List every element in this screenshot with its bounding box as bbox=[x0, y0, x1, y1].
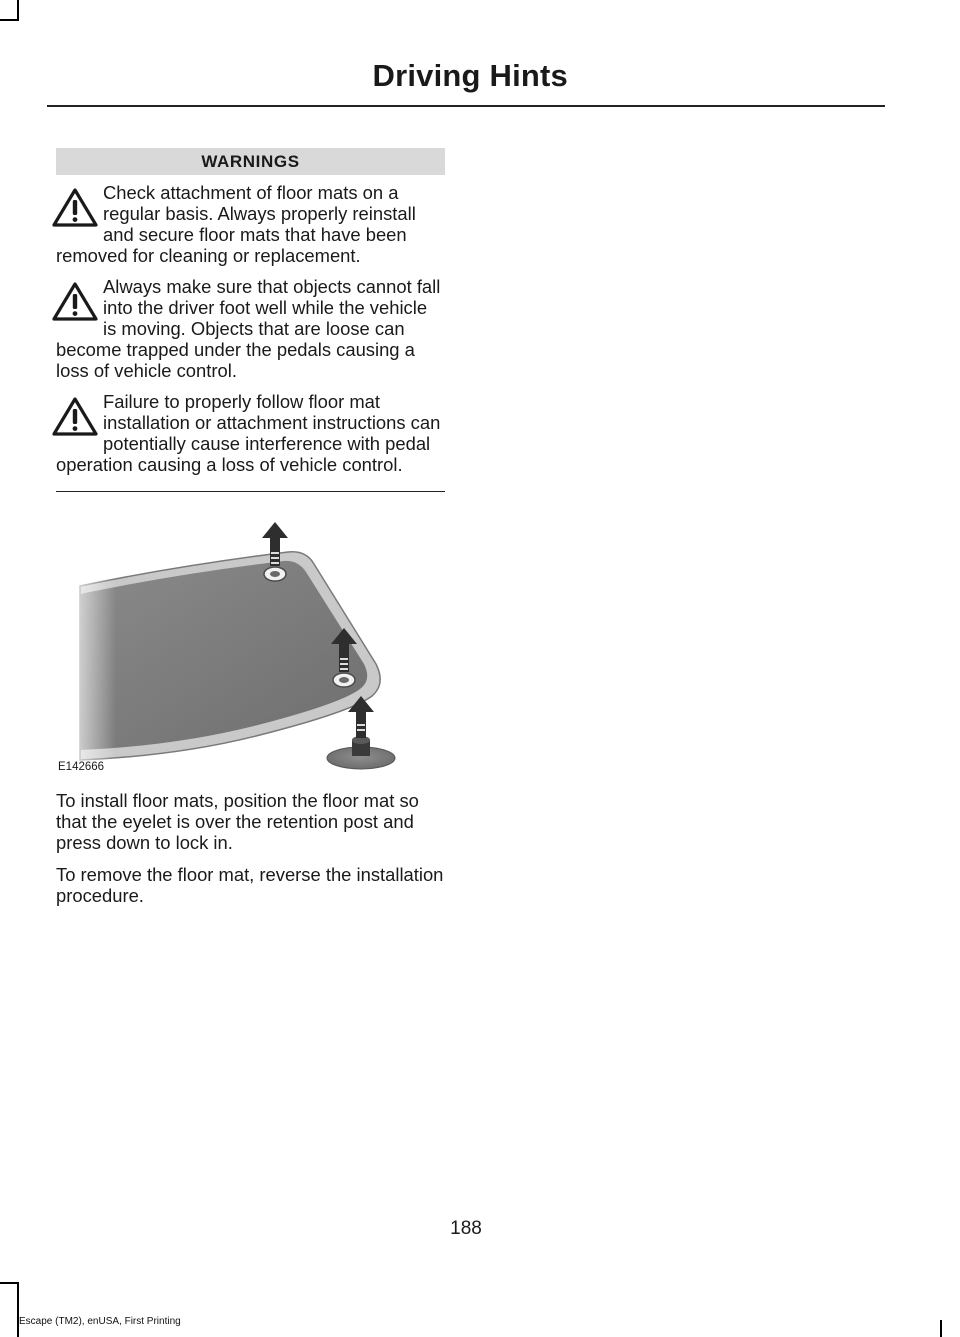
warning-triangle-icon bbox=[51, 186, 99, 228]
warning-triangle-icon bbox=[51, 280, 99, 322]
crop-mark bbox=[940, 1320, 942, 1337]
page-number: 188 bbox=[450, 1218, 482, 1239]
warning-text: Always make sure that objects cannot fall into the driver foot well while the vehicle is moving. Objects that are loose can become trapped under the pedals causing a loss of vehicle control. bbox=[56, 276, 441, 381]
warning-item bbox=[56, 182, 445, 266]
floor-mat-illustration bbox=[56, 514, 445, 776]
warnings-end-rule bbox=[56, 491, 445, 492]
warnings-heading: WARNINGS bbox=[56, 148, 445, 175]
header-rule bbox=[47, 105, 885, 107]
main-column bbox=[56, 148, 445, 906]
warning-text: Check attachment of floor mats on a regular basis. Always properly reinstall and secure floor mats that have been removed for cleaning or replacement. bbox=[56, 182, 416, 266]
install-instructions: To install floor mats, position the floor mat so that the eyelet is over the retention post and press down to lock in. bbox=[56, 790, 419, 853]
section-title: Driving Hints bbox=[372, 58, 568, 93]
warning-item bbox=[56, 391, 445, 475]
warning-item bbox=[56, 276, 445, 381]
remove-instructions: To remove the floor mat, reverse the installation procedure. bbox=[56, 864, 444, 906]
crop-mark bbox=[17, 1282, 19, 1337]
crop-mark bbox=[0, 19, 19, 21]
crop-mark bbox=[17, 0, 19, 20]
footer-note: Escape (TM2), enUSA, First Printing bbox=[19, 1316, 181, 1327]
warning-triangle-icon bbox=[51, 395, 99, 437]
warning-text: Failure to properly follow floor mat installation or attachment instructions can potentially cause interference with pedal operation causing a loss of vehicle control. bbox=[56, 391, 441, 475]
floor-mat-diagram bbox=[56, 514, 445, 776]
crop-mark bbox=[0, 1282, 19, 1284]
figure-id: E142666 bbox=[58, 761, 105, 773]
